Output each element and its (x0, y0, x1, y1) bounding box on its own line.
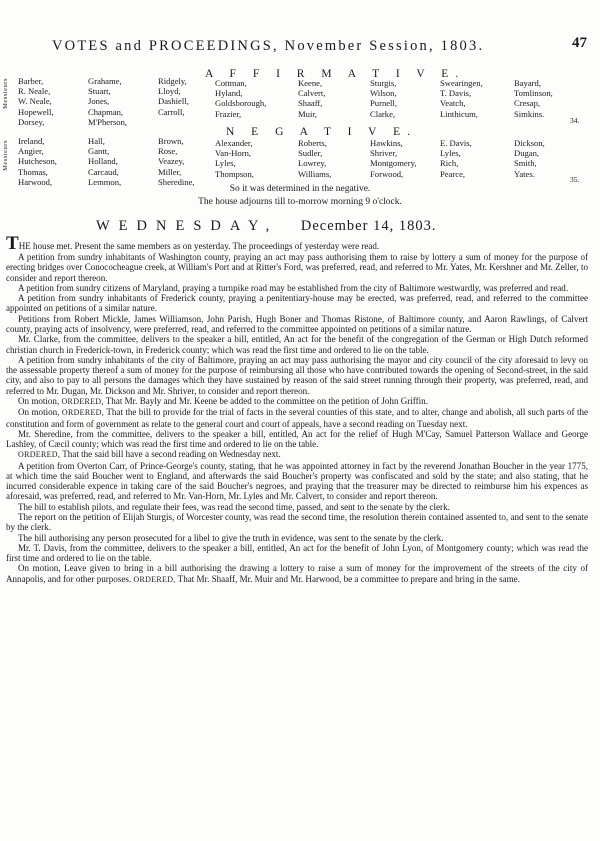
negative-member-name: E. Davis, (440, 138, 472, 148)
negative-member-name: Thomas, (18, 166, 48, 177)
affirmative-member-name: Cresap, (514, 98, 541, 109)
negative-member-name: Williams, (298, 168, 332, 179)
proceedings-paragraph (6, 461, 588, 502)
paragraph-text: Petitions from Robert Mickle, James Williamson, John Parish, Hugh Boner and Thomas Ristone, of Baltimore county, and Aaron Rawlings, of Calvert county, praying acts of insolvency, were preferred, read, and referred to the committee appointed on petitions of a similar nature. (6, 313, 588, 334)
proceedings-paragraph (6, 429, 588, 450)
affirmative-member-name: Jones, (88, 96, 110, 107)
paragraph-text: HE house met. Present the same members as on yesterday. The proceedings of yesterday were read. (18, 241, 380, 251)
negative-member-name: Lowrey, (298, 158, 327, 169)
paragraph-text: A petition from sundry citizens of Maryland, praying a turnpike road may be established from the city of Baltimore westwardly, was preferred and read. (18, 282, 569, 293)
affirmative-member-name: Bayard, (514, 78, 541, 88)
affirmative-side-label: Messieurs (2, 78, 9, 109)
paragraph-text: That Mr. Shaaff, Mr. Muir and Mr. Harwood, be a committee to prepare and bring in the same. (175, 573, 520, 584)
affirmative-member-name: T. Davis, (440, 88, 472, 99)
ordered-keyword: ORDERED, (61, 408, 105, 418)
negative-member-name: Rich, (440, 158, 459, 169)
negative-member-name: Lyles, (215, 158, 236, 169)
affirmative-column (88, 76, 127, 127)
negative-side-label: Messieurs (2, 140, 9, 171)
negative-column (298, 138, 331, 179)
paragraph-text: Mr. Clarke, from the committee, delivers to the speaker a bill, entitled, An act for the benefit of the congregation of the German or High Dutch reformed christian church in Frederick-town, in Frederick county; which was read the first time and ordered to lie on the table. (6, 334, 588, 355)
proceedings-paragraph (6, 407, 588, 429)
affirmative-member-name: Sturgis, (370, 78, 397, 88)
page-number: 47 (572, 35, 587, 51)
paragraph-text: Mr. Sheredine, from the committee, delivers to the speaker a bill, entitled, An act for the relief of Hugh M'Cay, Samuel Patterson Wallace and George Lashley, of Cæcil county; which was read the first time and ordered to lie on the table. (6, 428, 588, 450)
negative-member-name: Hutcheson, (18, 156, 57, 167)
adjourn-line: The house adjourns till to-morrow morning 9 o'clock. (198, 197, 402, 207)
affirmative-column (440, 78, 483, 119)
negative-column (514, 138, 545, 179)
negative-count: 35. (570, 175, 580, 184)
negative-member-name: Sheredine, (158, 176, 195, 187)
affirmative-member-name: Barber, (18, 76, 44, 86)
drop-cap: T (6, 233, 19, 254)
affirmative-member-name: Hopewell, (18, 106, 54, 117)
negative-member-name: Hawkins, (370, 138, 403, 148)
negative-member-name: Hall, (88, 136, 105, 146)
affirmative-member-name: Hyland, (215, 88, 243, 99)
negative-member-name: Sudler, (298, 148, 323, 159)
affirmative-member-name: Veatch, (440, 98, 466, 109)
affirmative-column (514, 78, 553, 119)
negative-member-name: Shriver, (370, 148, 398, 159)
affirmative-count: 34. (570, 116, 580, 125)
affirmative-member-name: Lloyd, (158, 86, 181, 97)
negative-member-name: Lemmon, (88, 176, 122, 187)
paragraph-text: That Mr. Bayly and Mr. Keene be added to the committee on the petition of John Griffin. (103, 395, 428, 406)
affirmative-member-name: Swearingen, (440, 78, 483, 88)
affirmative-member-name: Dashiell, (158, 96, 189, 107)
negative-member-name: Veazey, (158, 156, 185, 167)
affirmative-member-name: Chapman, (88, 106, 124, 117)
ordered-keyword: ORDERED, (18, 450, 61, 460)
proceedings-paragraph (6, 252, 588, 283)
negative-member-name: Dickson, (514, 138, 545, 148)
affirmative-member-name: Wilson, (370, 88, 397, 99)
affirmative-column (298, 78, 325, 119)
negative-member-name: Rose, (158, 146, 178, 157)
negative-member-name: Pearce, (440, 168, 466, 179)
result-line: So it was determined in the negative. (229, 184, 371, 194)
page-header (52, 35, 587, 55)
affirmative-member-name: Keene, (298, 78, 323, 88)
proceedings-paragraph (6, 512, 588, 533)
affirmative-member-name: Purnell, (370, 98, 397, 109)
affirmative-member-name: Tomlinson, (514, 88, 553, 99)
proceedings-body (6, 233, 589, 585)
negative-member-name: Yates. (514, 168, 535, 179)
day-name: WEDNESDAY, (96, 218, 279, 234)
negative-member-name: Montgomery, (370, 158, 417, 169)
paragraph-lead: On motion, (18, 395, 62, 406)
proceedings-paragraph (6, 563, 588, 585)
day-date: December 14, 1803. (300, 218, 437, 234)
affirmative-member-name: Carroll, (158, 106, 185, 117)
proceedings-paragraph (6, 283, 588, 293)
paragraph-lead: On motion, Leave given to bring in a bill authorising the drawing a lottery to raise a sum of money for the improvement of the streets of the city of Annapolis, and for other purposes. (6, 563, 588, 584)
proceedings-paragraph (6, 502, 588, 512)
negative-column (18, 136, 57, 187)
ordered-keyword: ORDERED, (133, 574, 176, 584)
affirmative-column (215, 78, 266, 119)
affirmative-member-name: R. Neale, (18, 86, 51, 97)
paragraph-text: The bill to establish pilots, and regulate their fees, was read the second time, passed, and sent to the senate by the clerk. (18, 501, 450, 512)
proceedings-paragraph (6, 543, 588, 564)
negative-title: N E G A T I V E. (226, 126, 418, 138)
negative-member-name: Roberts, (298, 138, 327, 148)
header-title: VOTES and PROCEEDINGS, November Session, 1803. (52, 38, 485, 54)
negative-column (370, 138, 416, 179)
proceedings-paragraph (6, 233, 588, 254)
negative-member-name: Holland, (88, 156, 118, 167)
paragraph-text: The report on the petition of Elijah Sturgis, of Worcester county, was read the second time, the resolution therein contained assented to, and sent to the senate by the clerk. (6, 512, 588, 533)
proceedings-paragraph (6, 533, 588, 543)
negative-member-name: Van-Horn, (215, 148, 252, 159)
paragraph-lead: On motion, (18, 407, 62, 418)
affirmative-member-name: Muir, (298, 108, 317, 119)
affirmative-member-name: Calvert, (298, 88, 326, 99)
affirmative-member-name: Goldsborough, (215, 98, 267, 109)
paragraph-text: A petition from sundry inhabitants of Washington county, praying an act may pass authorising them to raise by lottery a sum of money for the purpose of erecting bridges over Conococheague creek, at William's Port and at Ritter's Ford, was preferred, read, and referred to Mr. Yates, Mr. Kershner and Mr. Zeller, to consider and report thereon. (6, 252, 588, 283)
negative-member-name: Alexander, (215, 138, 253, 148)
negative-member-name: Harwood, (18, 176, 53, 187)
negative-member-name: Miller, (158, 166, 182, 177)
paragraph-text: A petition from sundry inhabitants of Frederick county, praying a penitentiary-house may be erected, was preferred, read, and referred to the committee appointed on petitions of a similar nature. (6, 293, 588, 314)
affirmative-member-name: M'Pherson, (88, 116, 128, 127)
negative-member-name: Smith, (514, 158, 537, 169)
affirmative-member-name: Ridgely, (158, 76, 187, 86)
affirmative-member-name: Frazier, (215, 108, 242, 119)
paragraph-text: A petition from sundry inhabitants of the city of Baltimore, praying an act may pass authorising the mayor and city council of the city aforesaid to levy on the assessable property thereof a sum of money for the purpose of reimbursing all those who have contributed towards the opening of Second-street, in the said city, and also to pay to all persons the damages which they have sustained by reason of the said street running through their property, was preferred, read, and referred to Mr. Dugan, Mr. Dickson and Mr. Shriver, to consider and report thereon. (6, 354, 588, 396)
affirmative-member-name: Simkins. (514, 108, 545, 119)
negative-member-name: Forwood, (370, 168, 404, 179)
negative-member-name: Lyles, (440, 148, 461, 159)
paragraph-text: That the bill to provide for the trial of facts in the several counties of this state, and to alter, change and abolish, all such parts of the constitution and form of government as relate to the general court and court of appeals, have a second reading on Tuesday next. (6, 407, 589, 429)
negative-member-name: Ireland, (18, 136, 45, 146)
negative-member-name: Angier, (18, 146, 44, 157)
paragraph-text: That the said bill have a second reading on Wednesday next. (60, 449, 281, 460)
paragraph-text: A petition from Overton Carr, of Prince-George's county, stating, that he was appointed attorney in fact by the reverend Jonathan Boucher in the year 1775, at which time the said Boucher went to England, and afterwards the said Boucher's property was confiscated and sold by the state; and also stating, that he incurred considerable expence in taking care of the said Boucher's negroes, and praying that the treasurer may be directed to reimburse him his expences as aforesaid, was preferred, read, and referred to Mr. Van-Horn, Mr. Lyles and Mr. Calvert, to consider and report thereon. (6, 460, 588, 502)
affirmative-member-name: W. Neale, (18, 96, 52, 107)
affirmative-member-name: Linthicum, (440, 108, 478, 119)
negative-column (88, 136, 121, 187)
negative-member-name: Gantt, (88, 146, 110, 157)
negative-member-name: Brown, (158, 136, 184, 146)
proceedings-paragraph (6, 314, 588, 335)
proceedings-paragraph (6, 334, 588, 355)
affirmative-member-name: Grahame, (88, 76, 122, 86)
affirmative-column (18, 76, 54, 127)
negative-column (440, 138, 472, 179)
affirmative-title: A F F I R M A T I V E. (205, 68, 466, 80)
proceedings-paragraph (6, 396, 588, 407)
paragraph-text: Mr. T. Davis, from the committee, delivers to the speaker a bill, entitled, An act for the benefit of John Lyon, of Montgomery county; which was read the first time and ordered to lie on the table. (6, 542, 588, 564)
affirmative-member-name: Dorsey, (18, 116, 45, 127)
negative-member-name: Thompson, (215, 168, 254, 179)
negative-column (215, 138, 254, 179)
negative-member-name: Carcaud, (88, 166, 119, 177)
proceedings-paragraph (6, 355, 588, 396)
ordered-keyword: ORDERED, (61, 396, 104, 406)
negative-column (158, 136, 195, 187)
affirmative-column (158, 76, 189, 117)
day-heading (96, 218, 436, 235)
affirmative-column (370, 78, 397, 119)
proceedings-paragraph (6, 449, 588, 460)
affirmative-member-name: Shaaff, (298, 98, 323, 109)
affirmative-member-name: Cottman, (215, 78, 247, 88)
affirmative-member-name: Clarke, (370, 108, 396, 119)
paragraph-text: The bill authorising any person prosecuted for a libel to give the truth in evidence, was sent to the senate by the clerk. (18, 532, 444, 543)
negative-member-name: Dugan, (514, 148, 540, 159)
proceedings-paragraph (6, 293, 588, 314)
affirmative-member-name: Stuart, (88, 86, 111, 97)
